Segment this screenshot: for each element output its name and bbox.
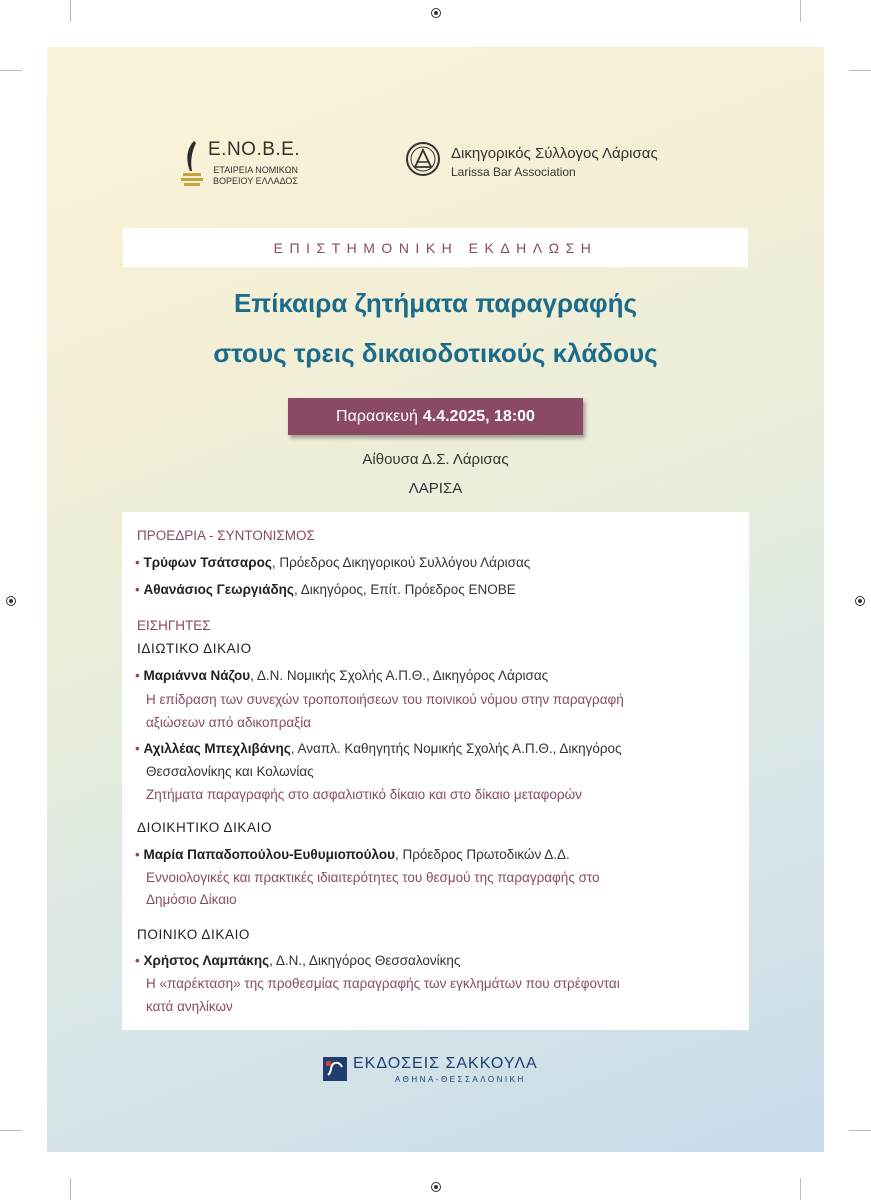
section-heading: ΠΟΙΝΙΚΟ ΔΙΚΑΙΟ — [137, 927, 251, 942]
list-item — [135, 847, 570, 863]
person-role: , Δ.Ν. Νομικής Σχολής Α.Π.Θ., Δικηγόρος Λάρισας — [250, 668, 549, 683]
person-role: , Αναπλ. Καθηγητής Νομικής Σχολής Α.Π.Θ., Δικηγόρος — [290, 741, 622, 756]
event-title-line1: Επίκαιρα ζητήματα παραγραφής — [233, 288, 638, 318]
talk-topic: κατά ανηλίκων — [146, 999, 233, 1014]
publisher-logo — [323, 1055, 563, 1091]
event-date-box — [288, 398, 583, 435]
crop-mark — [849, 70, 871, 71]
section-heading: ΔΙΟΙΚΗΤΙΚΟ ΔΙΚΑΙΟ — [137, 820, 273, 835]
chairs-heading: ΠΡΟΕΔΡΙΑ - ΣΥΝΤΟΝΙΣΜΟΣ — [137, 528, 315, 543]
talk-topic: Δημόσιο Δίκαιο — [146, 892, 237, 907]
list-item — [135, 555, 530, 571]
enobe-subtitle-line2: ΒΟΡΕΙΟΥ ΕΛΛΑΔΟΣ — [213, 176, 298, 186]
person-role: , Πρόεδρος Δικηγορικού Συλλόγου Λάρισας — [271, 555, 531, 570]
bar-association-subtitle: Larissa Bar Association — [451, 165, 576, 179]
publisher-name: ΕΚΔΟΣΕΙΣ ΣΑΚΚΟΥΛΑ — [353, 1055, 538, 1072]
person-name: Μαριάννα Νάζου — [143, 668, 251, 683]
event-type: ΕΠΙΣΤΗΜΟΝΙΚΗ ΕΚΔΗΛΩΣΗ — [273, 239, 598, 256]
talk-topic: Η επίδραση των συνεχών τροποποιήσεων του ποινικού νόμου στην παραγραφή — [146, 692, 624, 707]
crop-mark — [800, 0, 801, 22]
person-name: Μαρία Παπαδοπούλου-Ευθυμιοπούλου — [143, 847, 395, 862]
bar-association-title: Δικηγορικός Σύλλογος Λάρισας — [451, 145, 658, 162]
talk-topic: αξιώσεων από αδικοπραξία — [146, 715, 312, 730]
crop-mark — [70, 0, 71, 22]
crop-mark — [0, 70, 22, 71]
event-datetime: 4.4.2025, 18:00 — [422, 407, 535, 425]
person-name: Αθανάσιος Γεωργιάδης — [143, 582, 294, 597]
person-role: Θεσσαλονίκης και Κολωνίας — [146, 764, 314, 779]
registration-mark — [855, 596, 865, 606]
crop-mark — [0, 1130, 22, 1131]
publisher-location: ΑΘΗΝΑ-ΘΕΣΣΑΛΟΝΙΚΗ — [395, 1075, 526, 1084]
person-role: , Πρόεδρος Πρωτοδικών Δ.Δ. — [394, 847, 570, 862]
person-name: Αχιλλέας Μπεχλιβάνης — [143, 741, 291, 756]
crop-mark — [800, 1178, 801, 1200]
registration-mark — [431, 8, 441, 18]
talk-topic: Εννοιολογικές και πρακτικές ιδιαιτερότητες του θεσμού της παραγραφής στο — [146, 870, 600, 885]
list-item — [135, 582, 516, 598]
list-item — [135, 668, 548, 684]
bullet-icon: • — [135, 668, 144, 683]
program-panel — [122, 512, 749, 1030]
crop-mark — [70, 1178, 71, 1200]
section-heading: ΙΔΙΩΤΙΚΟ ΔΙΚΑΙΟ — [137, 641, 252, 656]
registration-mark — [6, 596, 16, 606]
talk-topic: Η «παρέκταση» της προθεσμίας παραγραφής των εγκλημάτων που στρέφονται — [146, 976, 620, 991]
event-title-line2: στους τρεις δικαιοδοτικούς κλάδους — [213, 338, 658, 368]
enobe-subtitle — [208, 165, 298, 187]
event-day: Παρασκευή — [336, 407, 418, 425]
bullet-icon: • — [135, 953, 144, 968]
enobe-title: Ε.ΝΟ.Β.Ε. — [208, 139, 301, 160]
talk-topic: Ζητήματα παραγραφής στο ασφαλιστικό δίκαιο και στο δίκαιο μεταφορών — [146, 787, 582, 802]
bullet-icon: • — [135, 847, 144, 862]
person-name: Χρήστος Λαμπάκης — [143, 953, 270, 968]
speakers-heading: ΕΙΣΗΓΗΤΕΣ — [137, 618, 211, 633]
list-item — [135, 741, 622, 757]
publisher-emblem-icon — [323, 1057, 347, 1081]
person-role: , Δ.Ν., Δικηγόρος Θεσσαλονίκης — [269, 953, 461, 968]
bullet-icon: • — [135, 582, 144, 597]
event-venue: Αίθουσα Δ.Σ. Λάρισας — [362, 451, 509, 468]
crop-mark — [849, 1130, 871, 1131]
event-type-band — [123, 228, 748, 267]
event-city: ΛΑΡΙΣΑ — [408, 480, 463, 497]
bullet-icon: • — [135, 555, 144, 570]
list-item — [135, 953, 460, 969]
enobe-subtitle-line1: ΕΤΑΙΡΕΙΑ ΝΟΜΙΚΩΝ — [213, 165, 298, 175]
person-role: , Δικηγόρος, Επίτ. Πρόεδρος ΕΝΟΒΕ — [293, 582, 516, 597]
quill-icon — [180, 139, 204, 191]
bullet-icon: • — [135, 741, 144, 756]
bar-emblem-icon — [405, 141, 441, 177]
enobe-logo — [180, 139, 300, 191]
registration-mark — [431, 1182, 441, 1192]
person-name: Τρύφων Τσάτσαρος — [143, 555, 272, 570]
